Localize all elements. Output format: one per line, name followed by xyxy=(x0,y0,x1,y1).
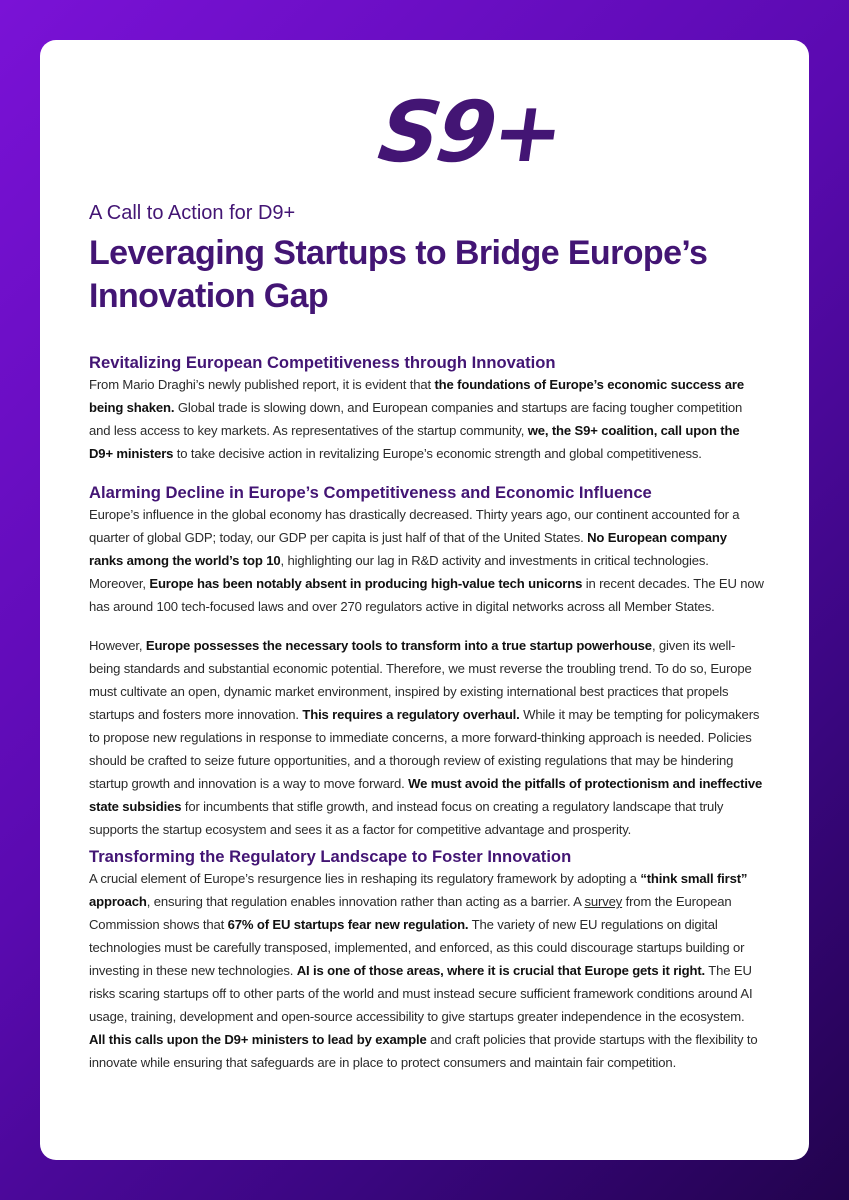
body-text: The variety of new EU regulations on digital technologies must be carefully transposed, implemented, and enforced, as this could discourage startups building or investing in these new technologies. xyxy=(89,917,745,978)
body-text: While it may be tempting for policymakers to propose new regulations in response to immediate concerns, a more forward-thinking approach is needed. Policies should be crafted to seize future opportunities, and a thorough review of existing regulations that may be hindering startup growth and innovation is a way to move forward. xyxy=(89,707,760,791)
body-text: from the European Commission shows that xyxy=(89,894,732,932)
survey-link[interactable]: survey xyxy=(584,894,623,909)
section-regulatory-landscape xyxy=(89,846,764,1074)
body-text: From Mario Draghi’s newly published report, it is evident that xyxy=(89,377,435,392)
body-text: to take decisive action in revitalizing Europe’s economic strength and global competitiveness. xyxy=(173,446,702,461)
bold-text: We must avoid the pitfalls of protectionism and ineffective state subsidies xyxy=(89,776,763,814)
bold-text: 67% of EU startups fear new regulation. xyxy=(227,917,469,932)
page-title: Leveraging Startups to Bridge Europe’s Innovation Gap xyxy=(89,234,708,315)
body-text: , given its well-being standards and substantial economic potential. Therefore, we must reverse the troubling trend. To do so, Europe must cultivate an open, dynamic market environment, inspired by existing international best practices that propels startups and fosters more innovation. xyxy=(89,638,752,722)
bold-text: “think small first” approach xyxy=(89,871,748,909)
body-text: Global trade is slowing down, and European companies and startups are facing tougher competition and less access to key markets. As representatives of the startup community, xyxy=(89,400,743,438)
body-text: , highlighting our lag in R&D activity and investments in critical technologies. Moreover, xyxy=(89,553,709,591)
bold-text: AI is one of those areas, where it is crucial that Europe gets it right. xyxy=(296,963,706,978)
logo-text: S9+ xyxy=(373,83,568,181)
body-text: The EU risks scaring startups off to other parts of the world and must instead secure sufficient framework conditions around AI usage, training, development and open-source accessibility to give startups greater independence in the ecosystem. xyxy=(89,963,753,1024)
body-text: and craft policies that provide startups with the flexibility to innovate while ensuring that safeguards are in place to protect consumers and maintain fair competition. xyxy=(89,1032,758,1070)
section-body xyxy=(89,867,764,1074)
section-decline xyxy=(89,482,764,618)
bold-text: Europe possesses the necessary tools to transform into a true startup powerhouse xyxy=(145,638,652,653)
body-text: for incumbents that stifle growth, and instead focus on creating a regulatory landscape that truly supports the startup ecosystem and sees it as a factor for competitive advantage and prosperity. xyxy=(89,799,724,837)
body-text: Europe’s influence in the global economy has drastically decreased. Thirty years ago, our continent accounted for a quarter of global GDP; today, our GDP per capita is just half of that of the United States. xyxy=(89,507,740,545)
section-body xyxy=(89,503,764,618)
s9-logo xyxy=(373,82,568,182)
bold-text: we, the S9+ coalition, call upon the D9+ ministers xyxy=(89,423,740,461)
body-text: However, xyxy=(89,638,146,653)
section-body xyxy=(89,373,764,465)
section-startup-powerhouse xyxy=(89,634,764,841)
section-body xyxy=(89,634,764,841)
bold-text: Europe has been notably absent in producing high-value tech unicorns xyxy=(149,576,583,591)
section-heading: Transforming the Regulatory Landscape to Foster Innovation xyxy=(89,847,572,866)
section-heading: Alarming Decline in Europe’s Competitiveness and Economic Influence xyxy=(89,483,652,502)
document-page xyxy=(40,40,809,1160)
bold-text: the foundations of Europe’s economic success are being shaken. xyxy=(89,377,745,415)
kicker-heading: A Call to Action for D9+ xyxy=(89,202,296,224)
bold-text: All this calls upon the D9+ ministers to lead by example xyxy=(89,1032,427,1047)
body-text: , ensuring that regulation enables innovation rather than acting as a barrier. A xyxy=(146,894,585,909)
bold-text: This requires a regulatory overhaul. xyxy=(302,707,520,722)
body-text: A crucial element of Europe’s resurgence lies in reshaping its regulatory framework by adopting a xyxy=(89,871,641,886)
section-competitiveness xyxy=(89,352,764,465)
body-text: in recent decades. The EU now has around 100 tech-focused laws and over 270 regulators active in digital networks across all Member States. xyxy=(89,576,764,614)
section-heading: Revitalizing European Competitiveness through Innovation xyxy=(89,353,556,372)
bold-text: No European company ranks among the world’s top 10 xyxy=(89,530,727,568)
